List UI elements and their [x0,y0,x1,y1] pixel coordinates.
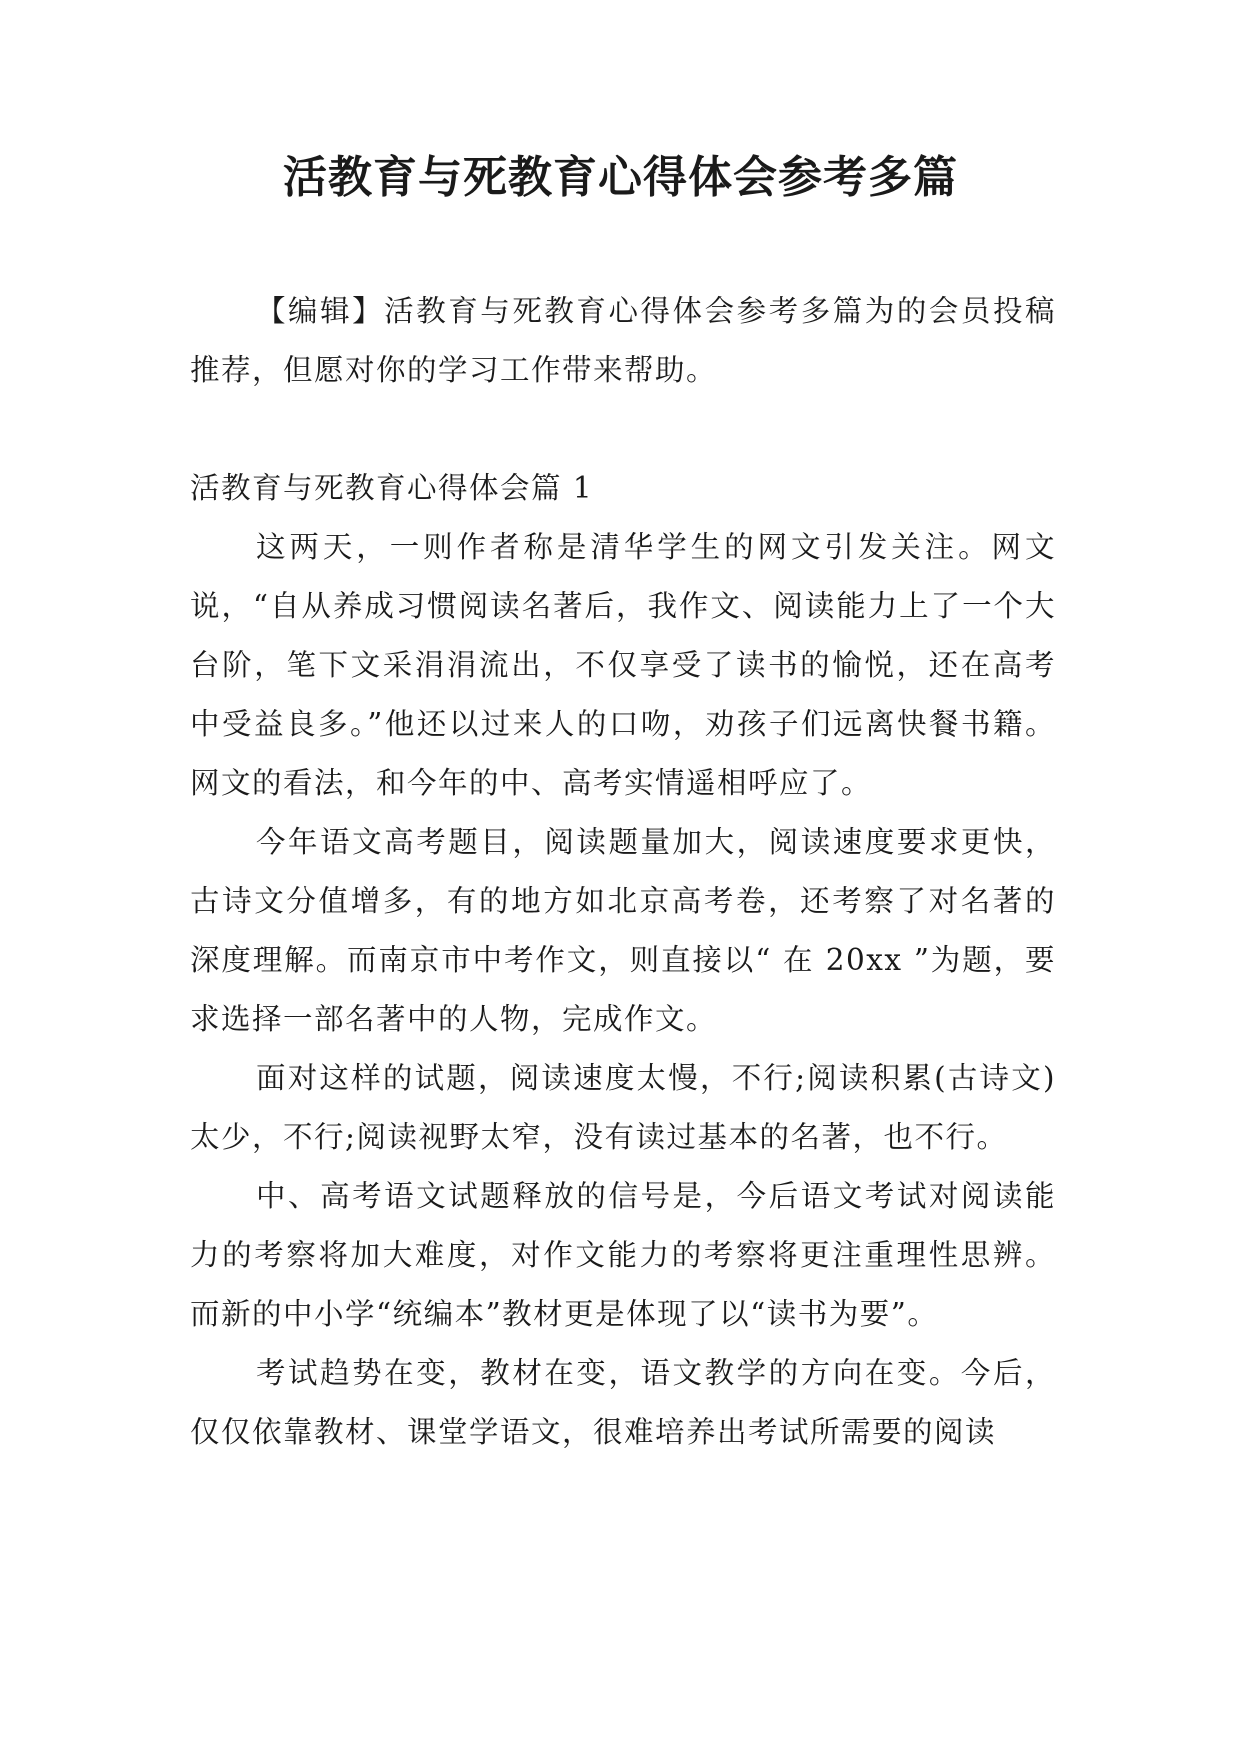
document-body [190,282,1056,1462]
body-paragraph: 考试趋势在变，教材在变，语文教学的方向在变。今后，仅仅依靠教材、课堂学语文，很难培养出考试所需要的阅读 [190,1356,1056,1449]
body-paragraph: 面对这样的试题，阅读速度太慢，不行;阅读积累(古诗文)太少，不行;阅读视野太窄，没有读过基本的名著，也不行。 [190,1061,1056,1154]
body-paragraph: 今年语文高考题目，阅读题量加大，阅读速度要求更快，古诗文分值增多，有的地方如北京高考卷，还考察了对名著的深度理解。而南京市中考作文，则直接以“ 在 20xx ”为题，要求选择一部名著中的人物，完成作文。 [190,825,1056,1036]
intro-paragraph: 【编辑】活教育与死教育心得体会参考多篇为的会员投稿推荐，但愿对你的学习工作带来帮助。 [190,294,1056,387]
body-paragraph: 这两天，一则作者称是清华学生的网文引发关注。网文说，“自从养成习惯阅读名著后，我作文、阅读能力上了一个大台阶，笔下文采涓涓流出，不仅享受了读书的愉悦，还在高考中受益良多。”他还以过来人的口吻，劝孩子们远离快餐书籍。网文的看法，和今年的中、高考实情遥相呼应了。 [190,530,1056,800]
document-title: 活教育与死教育心得体会参考多篇 [283,152,958,203]
body-paragraph: 中、高考语文试题释放的信号是，今后语文考试对阅读能力的考察将加大难度，对作文能力的考察将更注重理性思辨。而新的中小学“统编本”教材更是体现了以“读书为要”。 [190,1179,1056,1331]
section-heading: 活教育与死教育心得体会篇 1 [190,471,594,505]
